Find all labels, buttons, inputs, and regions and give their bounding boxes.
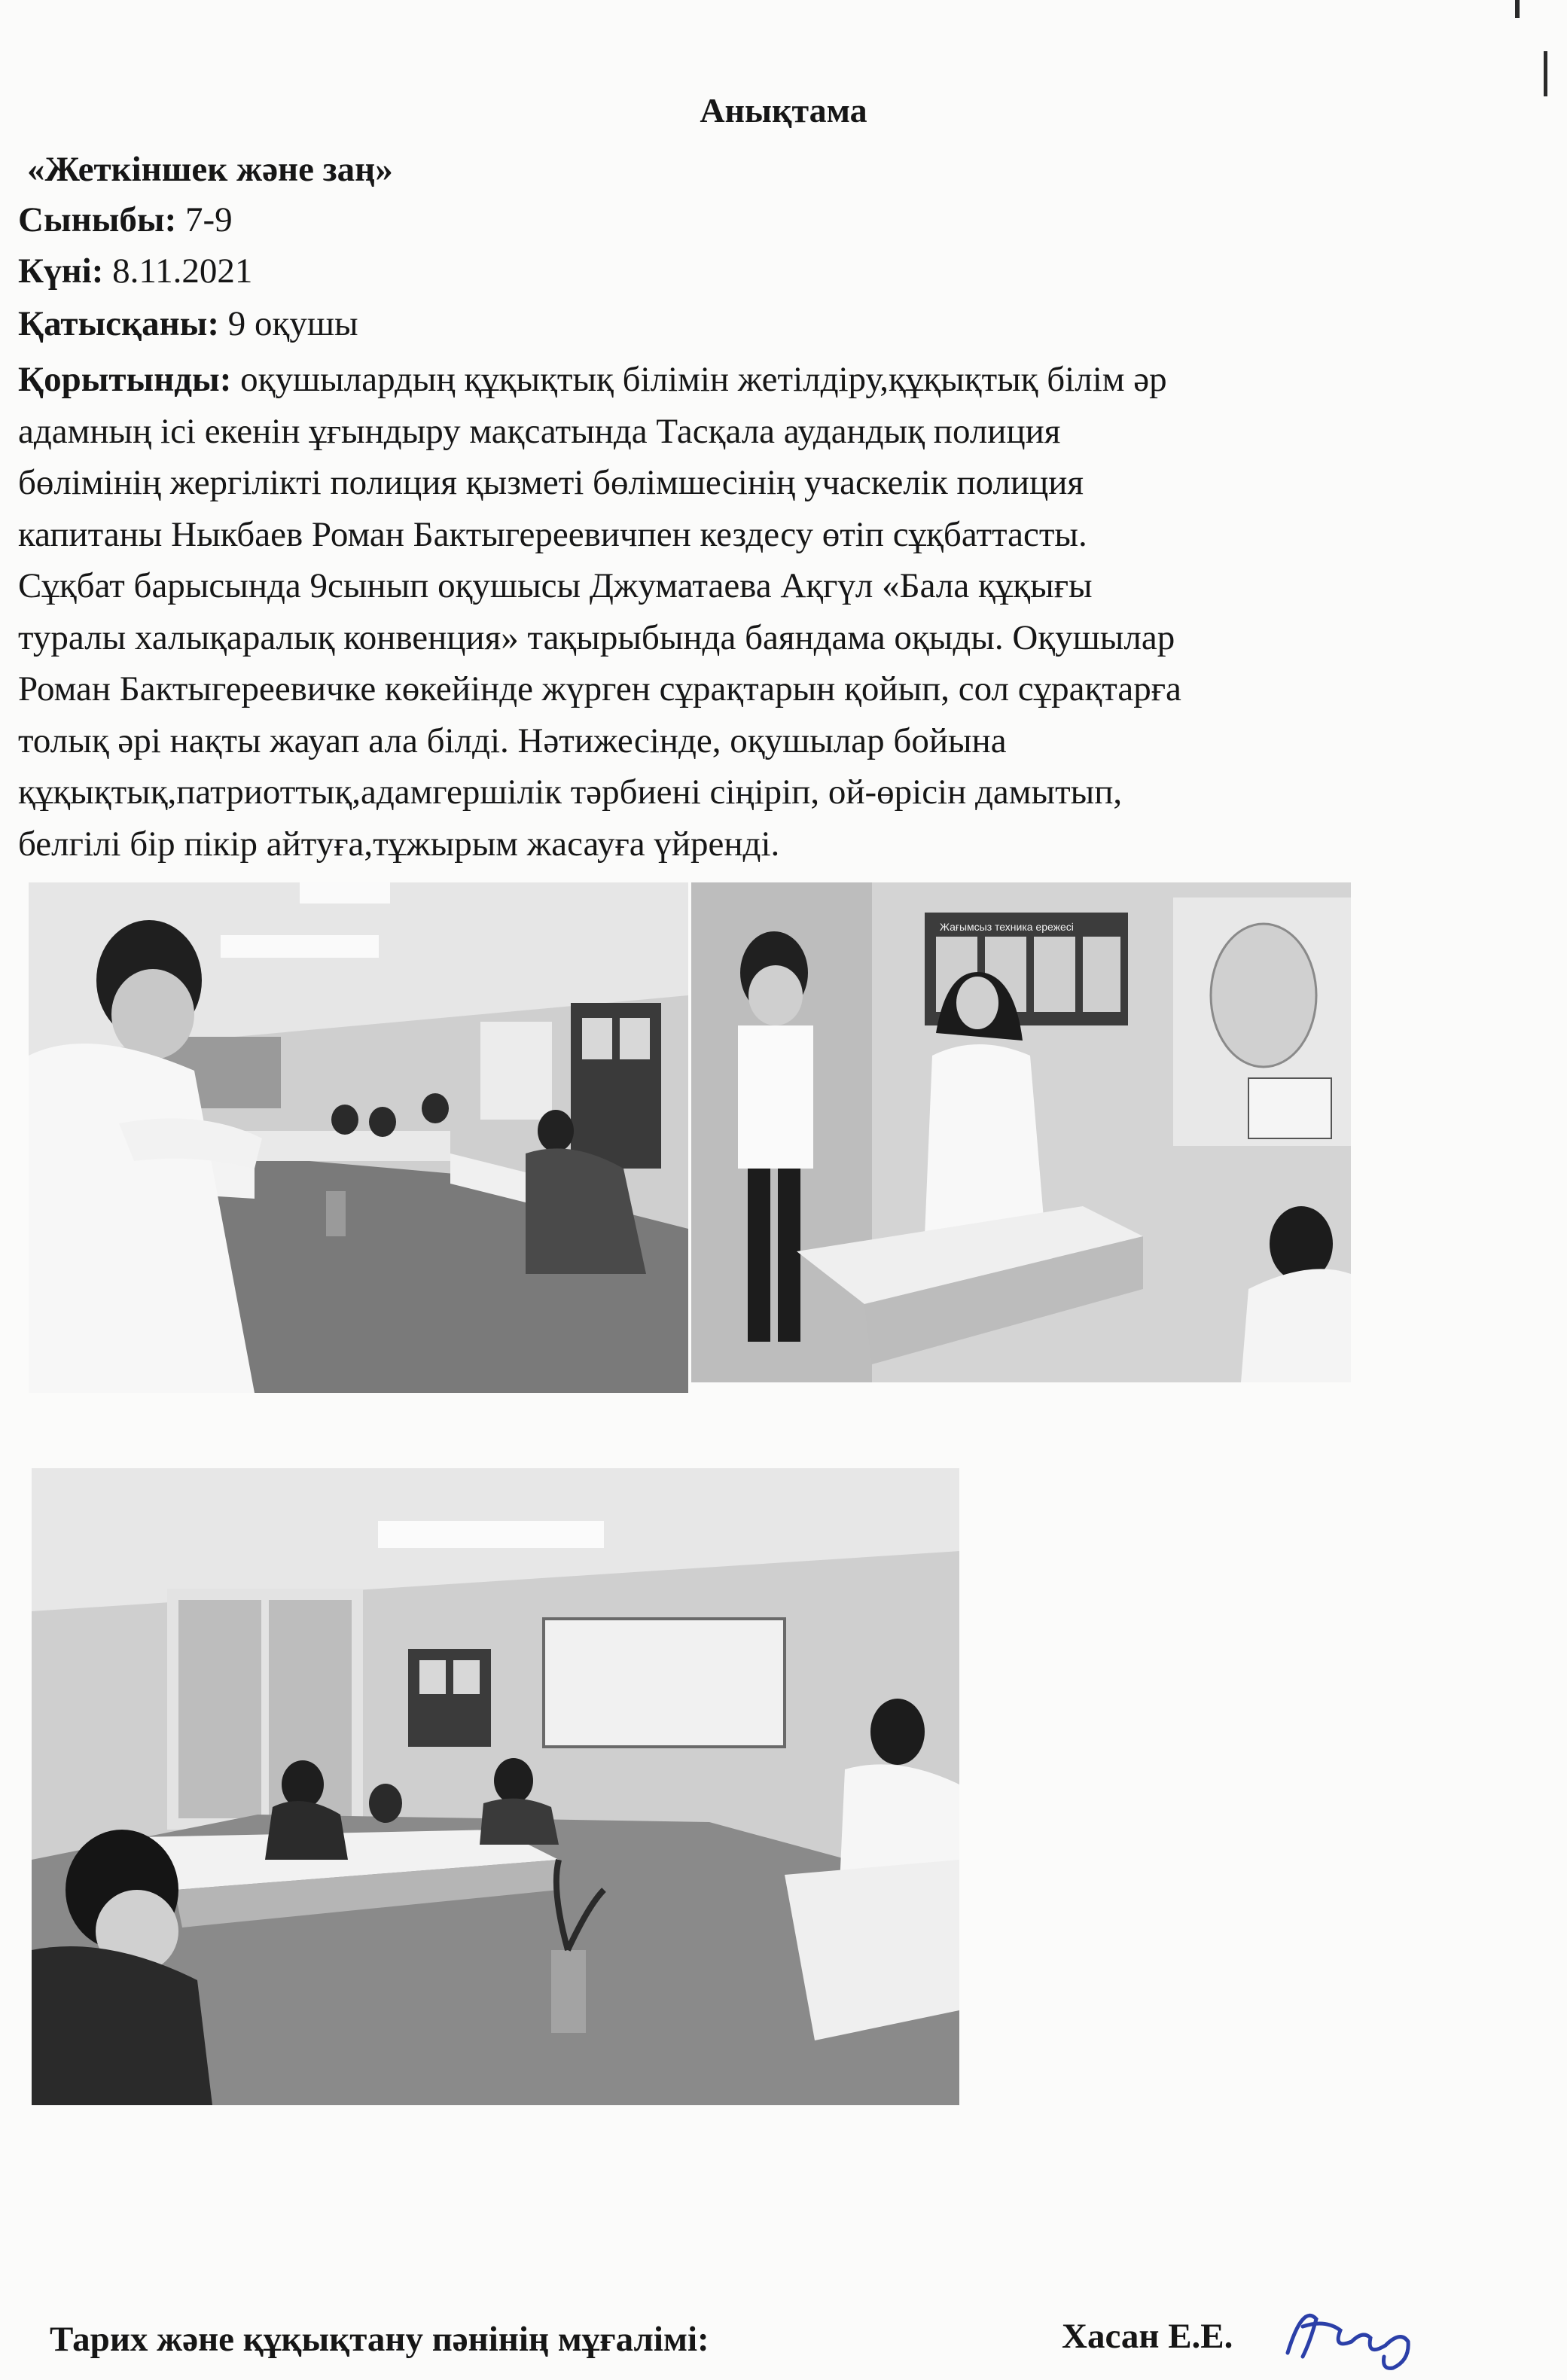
classroom-photo-illustration	[29, 882, 688, 1393]
staple-mark	[1544, 51, 1547, 96]
date-line	[18, 251, 252, 291]
summary-line: адамның ісі екенін ұғындыру мақсатында Тасқала аудандық полиция	[18, 411, 1061, 451]
summary-text: оқушылардың құқықтық білімін жетілдіру,құқықтық білім әр	[240, 360, 1167, 399]
summary-line: капитаны Ныкбаев Роман Бактыгереевичпен кездесу өтіп сұқбаттасты.	[18, 514, 1087, 554]
teacher-role: Тарих және құқықтану пәнінің мұғалімі:	[50, 2320, 709, 2359]
summary-line: толық әрі нақты жауап ала білді. Нәтижесінде, оқушылар бойына	[18, 721, 1007, 760]
signature-scribble	[1280, 2289, 1431, 2372]
summary-line: бөлімінің жергілікті полиция қызметі бөлімшесінің учаскелік полиция	[18, 463, 1084, 502]
summary-line: құқықтық,патриоттық,адамгершілік тәрбиені сіңіріп, ой-өрісін дамытып,	[18, 773, 1123, 812]
presentation-photo-illustration	[691, 882, 1351, 1382]
summary-line: туралы халықаралық конвенция» тақырыбында баяндама оқыды. Оқушылар	[18, 617, 1175, 657]
summary-line: белгілі бір пікір айтуға,тұжырым жасауға үйренді.	[18, 824, 780, 864]
summary-line: Сұқбат барысында 9сынып оқушысы Джуматаева Ақгүл «Бала құқығы	[18, 566, 1093, 605]
summary-line: Роман Бактыгереевичке көкейінде жүрген сұрақтарын қойып, сол сұрақтарға	[18, 669, 1181, 709]
participants-line	[18, 303, 358, 344]
staple-mark	[1515, 0, 1520, 18]
participants-value: 9 оқушы	[227, 304, 358, 343]
document-subtitle: «Жеткіншек және заң»	[27, 150, 393, 189]
summary-label: Қорытынды:	[18, 360, 232, 399]
class-line	[18, 200, 233, 240]
summary-line	[18, 354, 1441, 406]
teacher-name: Хасан Е.Е.	[1062, 2317, 1233, 2356]
photo-students-presenting	[691, 882, 1351, 1382]
photo-classroom-officer	[29, 882, 688, 1393]
class-label: Сыныбы:	[18, 200, 177, 239]
summary-paragraph	[18, 354, 1441, 870]
date-value: 8.11.2021	[112, 251, 253, 291]
photo-class-overview	[32, 1468, 959, 2105]
participants-label: Қатысқаны:	[18, 304, 220, 343]
poster-caption: Жағымсыз техника ережесі	[940, 921, 1074, 933]
class-value: 7-9	[185, 200, 233, 239]
date-label: Күні:	[18, 251, 104, 291]
document-title: Анықтама	[700, 91, 867, 130]
overview-photo-illustration	[32, 1468, 959, 2105]
